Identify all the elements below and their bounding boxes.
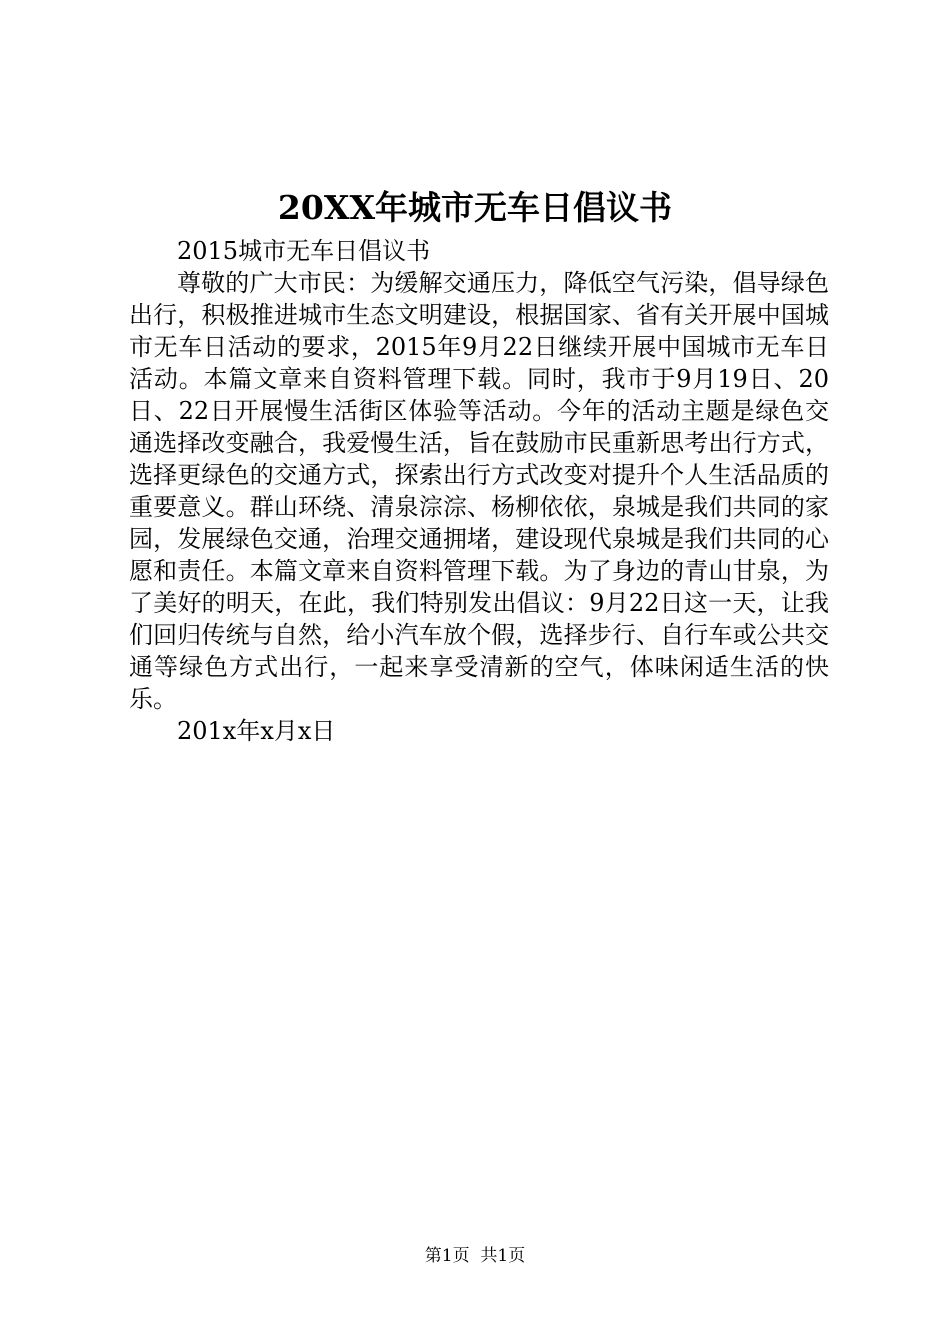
document-body	[129, 235, 829, 747]
document-date: 201x年x月x日	[177, 717, 336, 745]
page-footer: 第1页 共1页	[424, 1246, 526, 1266]
document-subtitle: 2015城市无车日倡议书	[177, 237, 431, 265]
document-title: 20XX年城市无车日倡议书	[277, 188, 673, 227]
body-paragraph: 尊敬的广大市民：为缓解交通压力，降低空气污染，倡导绿色出行，积极推进城市生态文明建设，根据国家、省有关开展中国城市无车日活动的要求，2015年9月22日继续开展中国城市无车日活动。本篇文章来自资料管理下载。同时，我市于9月19日、20日、22日开展慢生活街区体验等活动。今年的活动主题是绿色交通选择改变融合，我爱慢生活，旨在鼓励市民重新思考出行方式，选择更绿色的交通方式，探索出行方式改变对提升个人生活品质的重要意义。群山环绕、清泉淙淙、杨柳依依，泉城是我们共同的家园，发展绿色交通，治理交通拥堵，建设现代泉城是我们共同的心愿和责任。本篇文章来自资料管理下载。为了身边的青山甘泉，为了美好的明天，在此，我们特别发出倡议：9月22日这一天，让我们回归传统与自然，给小汽车放个假，选择步行、自行车或公共交通等绿色方式出行，一起来享受清新的空气，体味闲适生活的快乐。	[129, 269, 829, 713]
